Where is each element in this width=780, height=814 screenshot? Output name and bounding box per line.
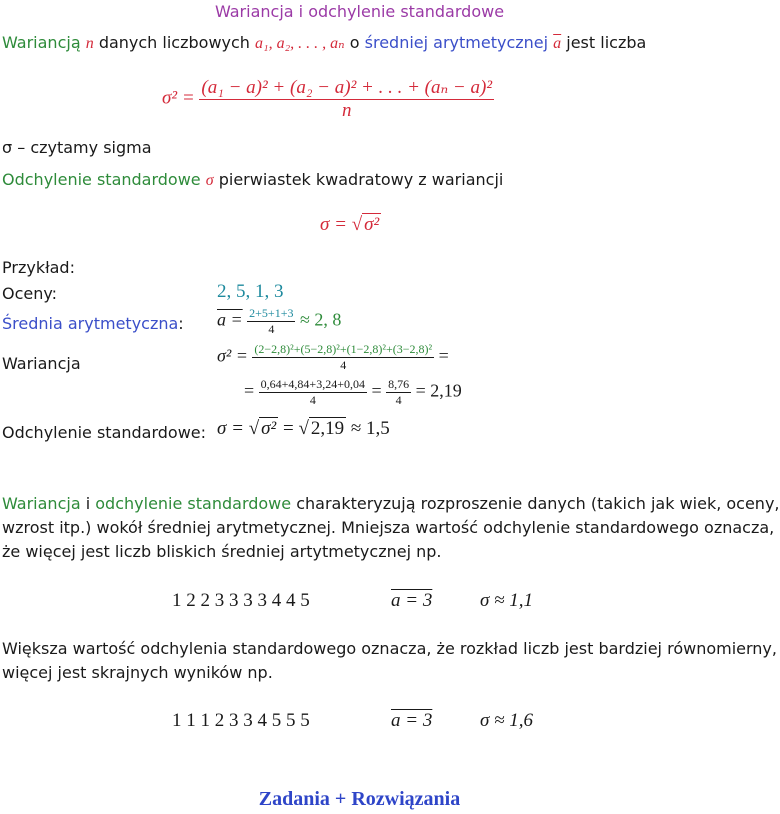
large-spread-numbers: 1 1 1 2 3 3 4 5 5 5 xyxy=(172,710,310,731)
sqrt-sign-1: √ xyxy=(248,418,260,439)
variance-label: Wariancja xyxy=(2,354,81,373)
para1-line3: że więcej jest liczb bliskich średniej artytmetycznej np. xyxy=(2,542,442,561)
stddev-definition xyxy=(2,170,503,190)
small-spread-sigma: σ ≈ 1,1 xyxy=(480,590,534,611)
stddev-calc-rad1: σ² xyxy=(261,418,277,439)
para2-line2: więcej jest skrajnych wyników np. xyxy=(2,663,273,682)
para1-stddev: odchylenie standardowe xyxy=(95,494,292,513)
mean-formula xyxy=(217,306,341,337)
para1-and: i xyxy=(85,494,91,513)
stddev-example-label: Odchylenie standardowe: xyxy=(2,423,207,442)
sqrt-sign-2: √ xyxy=(298,418,309,439)
mean-denominator: 4 xyxy=(268,322,275,336)
variance-calc-numerator: (2−2,8)²+(5−2,8)²+(1−2,8)²+(3−2,8)² xyxy=(254,342,433,356)
variance-formula xyxy=(162,76,494,122)
variance-calc-fraction xyxy=(252,342,434,373)
variance-calc-line2 xyxy=(244,377,462,408)
mean-result: ≈ 2, 8 xyxy=(299,309,342,330)
var-n: n xyxy=(85,35,94,52)
stddev-calc xyxy=(217,418,390,440)
grades-label: Oceny: xyxy=(2,284,58,303)
sqrt-sign: √ xyxy=(351,214,363,235)
variance-calc-denominator2: 4 xyxy=(309,393,316,407)
page-title: Wariancja i odchylenie standardowe xyxy=(214,2,505,21)
variance-calc-denominator: 4 xyxy=(340,358,347,372)
stddev-calc-eq: = xyxy=(282,418,294,439)
tasks-solutions-link[interactable]: Zadania + Rozwiązania xyxy=(258,788,461,810)
large-spread-mean xyxy=(391,710,432,732)
variance-fraction xyxy=(199,76,494,122)
variance-calc-numerator3: 8,76 xyxy=(388,377,410,391)
variance-calc-fraction3 xyxy=(386,377,411,408)
para2-line1: Większa wartość odchylenia standardowego oznacza, że rozkład liczb jest bardziej równomierny, xyxy=(2,639,777,658)
mean-numerator: 2+5+1+3 xyxy=(249,306,294,320)
mean-term: średniej arytmetycznej xyxy=(364,33,549,52)
mean-fraction xyxy=(247,306,295,337)
variance-term: Wariancją xyxy=(2,33,81,52)
variance-calc-fraction2 xyxy=(259,377,367,408)
variance-formula-lhs: σ² = xyxy=(162,87,195,109)
sigma-symbol: σ xyxy=(205,172,214,189)
example-heading: Przykład: xyxy=(2,258,75,277)
abar-symbol: $\overline{a}$ xyxy=(553,35,562,52)
mean-lhs: a = xyxy=(217,309,243,330)
stddev-calc-rad2: 2,19 xyxy=(310,418,345,439)
para1-line2: wzrost itp.) wokół średniej arytmetycznej. Mniejsza wartość odchylenie standardowego oznacza, xyxy=(2,518,775,537)
variance-calc-result: = 2,19 xyxy=(415,380,462,401)
para1-variance: Wariancja xyxy=(2,494,81,513)
variance-calc-numerator2: 0,64+4,84+3,24+0,04 xyxy=(260,377,365,391)
stddev-term: Odchylenie standardowe xyxy=(2,170,201,189)
stddev-calc-lhs: σ = xyxy=(217,418,244,439)
variance-definition xyxy=(2,33,646,53)
sigma-note: σ – czytamy sigma xyxy=(2,138,152,157)
stddev-calc-result: ≈ 1,5 xyxy=(350,418,390,439)
mean-label-colon: : xyxy=(178,314,184,333)
small-spread-mean xyxy=(391,590,432,612)
stddev-formula-lhs: σ = xyxy=(320,214,347,235)
variance-calc-line2-eq: = xyxy=(244,380,255,401)
para1-rest: charakteryzują rozproszenie danych (takich jak wiek, oceny, xyxy=(296,494,780,513)
stddev-formula xyxy=(320,214,381,236)
intro-text-2: o xyxy=(349,33,360,52)
variance-calc-lhs: σ² = xyxy=(217,345,248,366)
intro-text-1: danych liczbowych xyxy=(98,33,250,52)
variance-numerator: (a₁ − a)² + (a₂ − a)² + . . . + (aₙ − a)² xyxy=(201,77,493,98)
stddev-def-text: pierwiastek kwadratowy z wariancji xyxy=(218,170,504,189)
para1-line1 xyxy=(2,494,780,513)
small-spread-mean-text: a = 3 xyxy=(391,590,433,611)
intro-text-3: jest liczba xyxy=(566,33,647,52)
mean-label-row xyxy=(2,314,184,333)
stddev-radicand: σ² xyxy=(364,214,380,235)
variance-calc-eq: = xyxy=(438,345,449,366)
large-spread-sigma: σ ≈ 1,6 xyxy=(480,710,534,731)
large-spread-mean-text: a = 3 xyxy=(391,710,433,731)
sequence: a₁, a₂, . . . , aₙ xyxy=(255,35,345,52)
variance-calc-eq2: = xyxy=(371,380,382,401)
mean-label: Średnia arytmetyczna xyxy=(2,314,179,333)
variance-calc-denominator3: 4 xyxy=(395,393,402,407)
grades-values: 2, 5, 1, 3 xyxy=(217,281,284,302)
variance-denominator: n xyxy=(341,100,352,121)
small-spread-numbers: 1 2 2 3 3 3 3 4 4 5 xyxy=(172,590,310,611)
variance-calc-line1 xyxy=(217,342,449,373)
